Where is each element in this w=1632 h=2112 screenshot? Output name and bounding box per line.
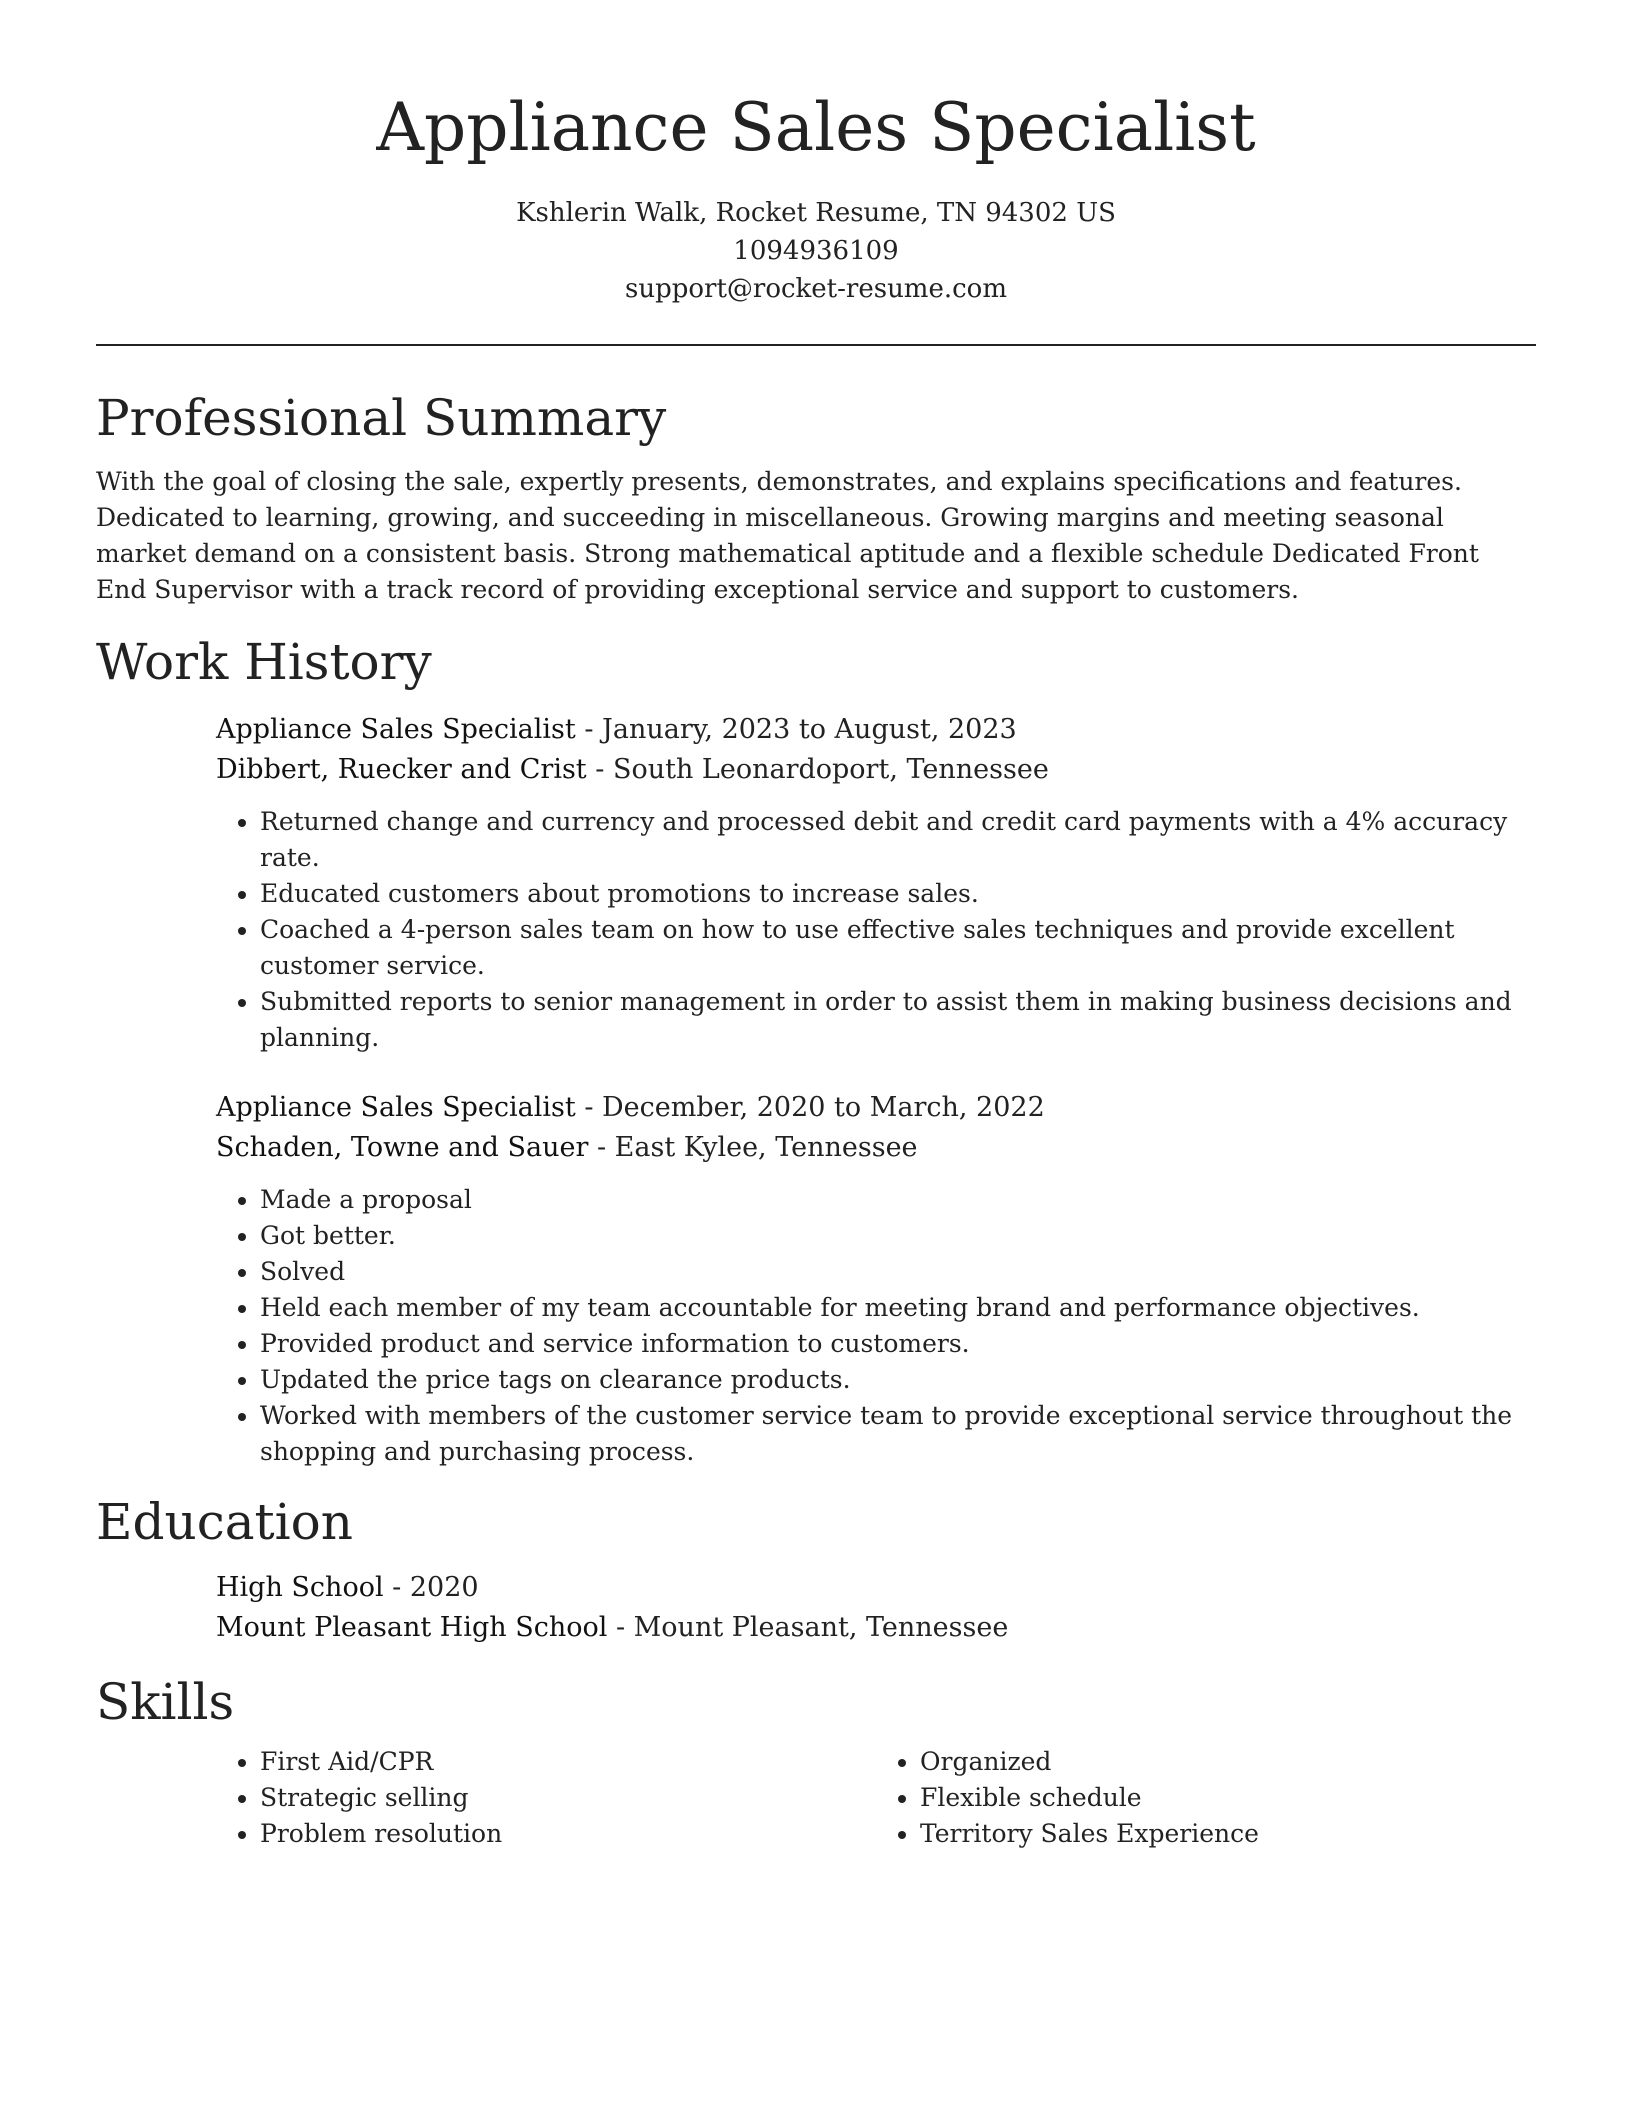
skills-column-left xyxy=(216,1744,876,1852)
job-bullets xyxy=(216,1182,1536,1470)
resume-page xyxy=(96,0,1536,1852)
education-degree: High School xyxy=(216,1572,384,1603)
skill-item: • Territory Sales Experience xyxy=(920,1816,1536,1852)
education-degree-line xyxy=(216,1568,1536,1608)
job-role: Appliance Sales Specialist xyxy=(216,714,576,745)
contact-phone: 1094936109 xyxy=(733,236,899,266)
skill-item: • Strategic selling xyxy=(260,1780,876,1816)
job-bullets xyxy=(216,804,1536,1056)
job-company: Dibbert, Ruecker and Crist xyxy=(216,754,587,785)
skills-title: Skills xyxy=(96,1673,235,1731)
skill-item: • Organized xyxy=(920,1744,1536,1780)
summary-section xyxy=(96,386,1536,608)
job-location: - East Kylee, Tennessee xyxy=(588,1132,918,1163)
skill-item: • First Aid/CPR xyxy=(260,1744,876,1780)
summary-text: With the goal of closing the sale, expertly presents, demonstrates, and explains specifications and features. Dedicated to learning, growing, and succeeding in miscellaneous. Growing margins and meeting seasonal market demand on a consistent basis. Strong mathematical aptitude and a flexible schedule Dedicated Front End Supervisor with a track record of providing exceptional service and support to customers. xyxy=(96,467,1479,604)
job-bullet: • Made a proposal xyxy=(260,1182,1536,1218)
job-bullet: • Submitted reports to senior management in order to assist them in making business decisions and planning. xyxy=(260,984,1536,1056)
job-bullet: • Held each member of my team accountable for meeting brand and performance objectives. xyxy=(260,1290,1536,1326)
job-location: - South Leonardoport, Tennessee xyxy=(586,754,1049,785)
education-location: - Mount Pleasant, Tennessee xyxy=(607,1612,1009,1643)
job-entry xyxy=(216,1088,1536,1470)
summary-title: Professional Summary xyxy=(96,389,667,447)
job-title-line xyxy=(216,1088,1536,1128)
education-section xyxy=(96,1490,1536,1648)
job-bullet: • Solved xyxy=(260,1254,1536,1290)
resume-header xyxy=(96,0,1536,308)
job-bullet: • Returned change and currency and processed debit and credit card payments with a 4% accuracy rate. xyxy=(260,804,1536,876)
job-bullet: • Got better. xyxy=(260,1218,1536,1254)
education-school-line xyxy=(216,1608,1536,1648)
skills-column-right xyxy=(876,1744,1536,1852)
job-title-line xyxy=(216,710,1536,750)
job-bullet: • Updated the price tags on clearance products. xyxy=(260,1362,1536,1398)
education-year: - 2020 xyxy=(383,1572,479,1603)
job-dates: - December, 2020 to March, 2022 xyxy=(575,1092,1045,1123)
skills-grid xyxy=(216,1744,1536,1852)
header-divider xyxy=(96,344,1536,346)
contact-address: Kshlerin Walk, Rocket Resume, TN 94302 US xyxy=(516,198,1116,228)
education-school: Mount Pleasant High School xyxy=(216,1612,608,1643)
job-company: Schaden, Towne and Sauer xyxy=(216,1132,589,1163)
contact-email: support@rocket-resume.com xyxy=(624,274,1007,304)
job-bullet: • Educated customers about promotions to increase sales. xyxy=(260,876,1536,912)
job-company-line xyxy=(216,750,1536,790)
work-title: Work History xyxy=(96,633,432,691)
education-title: Education xyxy=(96,1493,353,1551)
skills-section xyxy=(96,1670,1536,1852)
education-entry xyxy=(216,1568,1536,1648)
resume-name: Appliance Sales Specialist xyxy=(376,89,1256,166)
job-dates: - January, 2023 to August, 2023 xyxy=(575,714,1017,745)
job-bullet: • Worked with members of the customer service team to provide exceptional service throughout the shopping and purchasing process. xyxy=(260,1398,1536,1470)
job-entry xyxy=(216,710,1536,1056)
job-bullet: • Provided product and service information to customers. xyxy=(260,1326,1536,1362)
job-bullet: • Coached a 4-person sales team on how to use effective sales techniques and provide excellent customer service. xyxy=(260,912,1536,984)
work-section xyxy=(96,630,1536,1470)
skill-item: • Flexible schedule xyxy=(920,1780,1536,1816)
skill-item: • Problem resolution xyxy=(260,1816,876,1852)
job-company-line xyxy=(216,1128,1536,1168)
job-role: Appliance Sales Specialist xyxy=(216,1092,576,1123)
